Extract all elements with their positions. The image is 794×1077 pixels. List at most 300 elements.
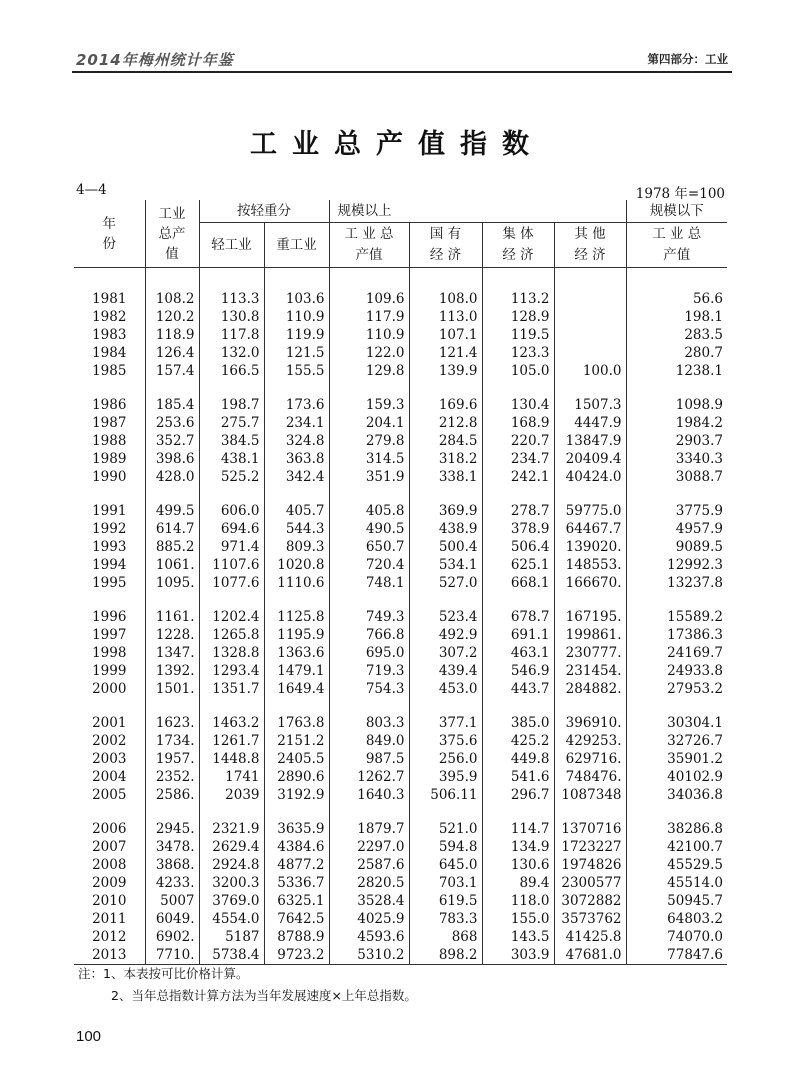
value-cell: 2586. <box>145 786 199 804</box>
value-cell: 703.1 <box>409 874 482 892</box>
value-cell: 169.6 <box>409 396 482 414</box>
value-cell: 342.4 <box>264 468 329 486</box>
value-cell: 198.7 <box>199 396 264 414</box>
value-cell: 338.1 <box>409 468 482 486</box>
value-cell: 6049. <box>145 910 199 928</box>
value-cell: 284882. <box>554 680 626 698</box>
value-cell: 199861. <box>554 626 626 644</box>
value-cell: 35901.2 <box>626 750 727 768</box>
year-cell: 1999 <box>92 663 127 679</box>
year-cell: 1984 <box>92 345 127 361</box>
value-cell: 120.2 <box>145 308 199 326</box>
value-cell: 1741 <box>199 768 264 786</box>
value-cell: 3478. <box>145 838 199 856</box>
year-cell: 2009 <box>92 875 127 891</box>
value-cell: 541.6 <box>482 768 554 786</box>
value-cell: 490.5 <box>329 520 409 538</box>
table-row <box>74 396 727 414</box>
value-cell: 395.9 <box>409 768 482 786</box>
value-cell: 1087348 <box>554 786 626 804</box>
value-cell: 606.0 <box>199 502 264 520</box>
col-above-total: 工 业 总产值 <box>329 223 409 268</box>
value-cell: 109.6 <box>329 290 409 308</box>
table-row <box>74 326 727 344</box>
value-cell: 525.2 <box>199 468 264 486</box>
value-cell: 2151.2 <box>264 732 329 750</box>
value-cell: 492.9 <box>409 626 482 644</box>
value-cell: 1448.8 <box>199 750 264 768</box>
year-cell: 2010 <box>92 893 127 909</box>
value-cell: 8788.9 <box>264 928 329 946</box>
value-cell: 7642.5 <box>264 910 329 928</box>
value-cell: 114.7 <box>482 820 554 838</box>
value-cell: 280.7 <box>626 344 727 362</box>
year-cell: 1987 <box>92 415 127 431</box>
value-cell: 4233. <box>145 874 199 892</box>
value-cell: 20409.4 <box>554 450 626 468</box>
value-cell: 1228. <box>145 626 199 644</box>
value-cell: 1347. <box>145 644 199 662</box>
year-cell: 2002 <box>92 733 127 749</box>
value-cell: 645.0 <box>409 856 482 874</box>
value-cell: 594.8 <box>409 838 482 856</box>
value-cell: 1501. <box>145 680 199 698</box>
value-cell: 50945.7 <box>626 892 727 910</box>
value-cell: 105.0 <box>482 362 554 380</box>
value-cell: 351.9 <box>329 468 409 486</box>
col-group-weight: 按轻重分 <box>199 200 329 223</box>
value-cell: 614.7 <box>145 520 199 538</box>
table-row <box>74 662 727 680</box>
year-cell: 1991 <box>92 503 127 519</box>
value-cell: 42100.7 <box>626 838 727 856</box>
value-cell: 1957. <box>145 750 199 768</box>
value-cell: 303.9 <box>482 946 554 965</box>
value-cell: 803.3 <box>329 714 409 732</box>
value-cell: 2820.5 <box>329 874 409 892</box>
value-cell: 438.9 <box>409 520 482 538</box>
table-row <box>74 856 727 874</box>
value-cell: 1195.9 <box>264 626 329 644</box>
year-cell: 1997 <box>92 627 127 643</box>
group-spacer <box>74 804 727 820</box>
table-row <box>74 928 727 946</box>
section-header: 第四部分：工业 <box>647 52 728 66</box>
value-cell: 279.8 <box>329 432 409 450</box>
value-cell: 139020. <box>554 538 626 556</box>
year-cell: 2001 <box>92 715 127 731</box>
value-cell: 119.5 <box>482 326 554 344</box>
value-cell: 220.7 <box>482 432 554 450</box>
group-spacer <box>74 268 727 291</box>
value-cell: 24933.8 <box>626 662 727 680</box>
group-spacer <box>74 592 727 608</box>
value-cell: 3340.3 <box>626 450 727 468</box>
year-cell: 1986 <box>92 397 127 413</box>
value-cell <box>554 344 626 362</box>
col-year: 年份 <box>102 215 116 252</box>
value-cell: 113.0 <box>409 308 482 326</box>
value-cell: 506.4 <box>482 538 554 556</box>
base-year-note: 1978 年=100 <box>635 186 725 202</box>
value-cell: 324.8 <box>264 432 329 450</box>
value-cell: 157.4 <box>145 362 199 380</box>
value-cell: 2587.6 <box>329 856 409 874</box>
value-cell: 32726.7 <box>626 732 727 750</box>
table-row <box>74 644 727 662</box>
group-spacer <box>74 380 727 396</box>
value-cell: 121.5 <box>264 344 329 362</box>
value-cell: 1098.9 <box>626 396 727 414</box>
value-cell: 1238.1 <box>626 362 727 380</box>
value-cell: 100.0 <box>554 362 626 380</box>
value-cell: 307.2 <box>409 644 482 662</box>
value-cell: 296.7 <box>482 786 554 804</box>
value-cell: 809.3 <box>264 538 329 556</box>
value-cell: 167195. <box>554 608 626 626</box>
value-cell: 24169.7 <box>626 644 727 662</box>
table-row <box>74 874 727 892</box>
value-cell: 130.8 <box>199 308 264 326</box>
table-row <box>74 290 727 308</box>
value-cell: 1370716 <box>554 820 626 838</box>
value-cell: 1623. <box>145 714 199 732</box>
value-cell: 748476. <box>554 768 626 786</box>
value-cell: 166.5 <box>199 362 264 380</box>
table-row <box>74 946 727 965</box>
value-cell: 5336.7 <box>264 874 329 892</box>
table-row <box>74 538 727 556</box>
note-2: 2、当年总指数计算方法为当年发展速度×上年总指数。 <box>111 988 417 1003</box>
value-cell: 1095. <box>145 574 199 592</box>
year-cell: 2008 <box>92 857 127 873</box>
value-cell: 117.9 <box>329 308 409 326</box>
value-cell: 625.1 <box>482 556 554 574</box>
value-cell: 242.1 <box>482 468 554 486</box>
value-cell: 3573762 <box>554 910 626 928</box>
table-row <box>74 468 727 486</box>
value-cell: 352.7 <box>145 432 199 450</box>
page-title: 工业总产值指数 <box>250 129 544 160</box>
value-cell: 1649.4 <box>264 680 329 698</box>
value-cell <box>554 290 626 308</box>
value-cell: 3072882 <box>554 892 626 910</box>
value-cell: 678.7 <box>482 608 554 626</box>
table-row <box>74 786 727 804</box>
value-cell: 4593.6 <box>329 928 409 946</box>
table-row <box>74 344 727 362</box>
year-cell: 2007 <box>92 839 127 855</box>
group-spacer <box>74 486 727 502</box>
value-cell: 2405.5 <box>264 750 329 768</box>
year-cell: 1998 <box>92 645 127 661</box>
value-cell: 1507.3 <box>554 396 626 414</box>
value-cell <box>554 326 626 344</box>
table-row <box>74 626 727 644</box>
value-cell: 668.1 <box>482 574 554 592</box>
value-cell: 45514.0 <box>626 874 727 892</box>
value-cell: 1077.6 <box>199 574 264 592</box>
value-cell: 13237.8 <box>626 574 727 592</box>
year-cell: 1981 <box>92 291 127 307</box>
value-cell <box>554 308 626 326</box>
value-cell: 1202.4 <box>199 608 264 626</box>
value-cell: 6325.1 <box>264 892 329 910</box>
value-cell: 198.1 <box>626 308 727 326</box>
value-cell: 130.4 <box>482 396 554 414</box>
value-cell: 1984.2 <box>626 414 727 432</box>
value-cell: 868 <box>409 928 482 946</box>
value-cell: 1392. <box>145 662 199 680</box>
value-cell: 523.4 <box>409 608 482 626</box>
value-cell: 173.6 <box>264 396 329 414</box>
value-cell: 405.7 <box>264 502 329 520</box>
value-cell: 384.5 <box>199 432 264 450</box>
value-cell: 2629.4 <box>199 838 264 856</box>
value-cell: 619.5 <box>409 892 482 910</box>
table-row <box>74 910 727 928</box>
value-cell: 1161. <box>145 608 199 626</box>
col-total: 工业总产值 <box>145 200 199 268</box>
value-cell: 499.5 <box>145 502 199 520</box>
table-row <box>74 750 727 768</box>
table-row <box>74 362 727 380</box>
value-cell: 108.2 <box>145 290 199 308</box>
value-cell: 1262.7 <box>329 768 409 786</box>
value-cell: 375.6 <box>409 732 482 750</box>
value-cell: 898.2 <box>409 946 482 965</box>
value-cell: 130.6 <box>482 856 554 874</box>
value-cell: 113.3 <box>199 290 264 308</box>
index-table <box>74 200 727 965</box>
value-cell: 204.1 <box>329 414 409 432</box>
value-cell: 694.6 <box>199 520 264 538</box>
value-cell: 4877.2 <box>264 856 329 874</box>
year-cell: 1996 <box>92 609 127 625</box>
value-cell: 15589.2 <box>626 608 727 626</box>
value-cell: 234.1 <box>264 414 329 432</box>
value-cell: 749.3 <box>329 608 409 626</box>
value-cell: 1125.8 <box>264 608 329 626</box>
year-cell: 2013 <box>74 946 145 965</box>
value-cell: 1640.3 <box>329 786 409 804</box>
table-row <box>74 502 727 520</box>
value-cell: 2945. <box>145 820 199 838</box>
value-cell: 1974826 <box>554 856 626 874</box>
table-row <box>74 608 727 626</box>
table-notes <box>78 963 417 1007</box>
col-other: 其 他 经 济 <box>554 223 626 268</box>
value-cell: 1061. <box>145 556 199 574</box>
value-cell: 3528.4 <box>329 892 409 910</box>
value-cell: 2890.6 <box>264 768 329 786</box>
table-row <box>74 768 727 786</box>
value-cell: 971.4 <box>199 538 264 556</box>
value-cell: 1261.7 <box>199 732 264 750</box>
value-cell: 396910. <box>554 714 626 732</box>
table-row <box>74 308 727 326</box>
table-row <box>74 414 727 432</box>
value-cell: 143.5 <box>482 928 554 946</box>
value-cell: 38286.8 <box>626 820 727 838</box>
value-cell: 378.9 <box>482 520 554 538</box>
value-cell: 9089.5 <box>626 538 727 556</box>
year-cell: 1985 <box>92 363 127 379</box>
value-cell: 527.0 <box>409 574 482 592</box>
value-cell: 987.5 <box>329 750 409 768</box>
value-cell: 1763.8 <box>264 714 329 732</box>
value-cell: 3868. <box>145 856 199 874</box>
value-cell: 117.8 <box>199 326 264 344</box>
table-row <box>74 820 727 838</box>
value-cell: 5007 <box>145 892 199 910</box>
col-group-above-scale: 规模以上 <box>329 200 626 223</box>
value-cell: 7710. <box>145 946 199 965</box>
col-heavy: 重工业 <box>264 223 329 268</box>
table-row <box>74 732 727 750</box>
value-cell: 428.0 <box>145 468 199 486</box>
year-cell: 1989 <box>92 451 127 467</box>
value-cell: 155.5 <box>264 362 329 380</box>
value-cell: 132.0 <box>199 344 264 362</box>
year-cell: 1992 <box>92 521 127 537</box>
value-cell: 231454. <box>554 662 626 680</box>
value-cell: 1020.8 <box>264 556 329 574</box>
value-cell: 2924.8 <box>199 856 264 874</box>
year-cell: 1988 <box>92 433 127 449</box>
value-cell: 443.7 <box>482 680 554 698</box>
value-cell: 34036.8 <box>626 786 727 804</box>
table-row <box>74 556 727 574</box>
value-cell: 9723.2 <box>264 946 329 965</box>
value-cell: 2903.7 <box>626 432 727 450</box>
value-cell: 1879.7 <box>329 820 409 838</box>
value-cell: 1110.6 <box>264 574 329 592</box>
value-cell: 534.1 <box>409 556 482 574</box>
value-cell: 546.9 <box>482 662 554 680</box>
value-cell: 1107.6 <box>199 556 264 574</box>
value-cell: 650.7 <box>329 538 409 556</box>
value-cell: 47681.0 <box>554 946 626 965</box>
table-row <box>74 520 727 538</box>
value-cell: 453.0 <box>409 680 482 698</box>
group-spacer <box>74 698 727 714</box>
table-row <box>74 680 727 698</box>
value-cell: 283.5 <box>626 326 727 344</box>
value-cell: 885.2 <box>145 538 199 556</box>
value-cell: 59775.0 <box>554 502 626 520</box>
value-cell: 1734. <box>145 732 199 750</box>
yearbook-header: 2014年梅州统计年鉴 <box>76 51 234 69</box>
value-cell: 1328.8 <box>199 644 264 662</box>
value-cell: 113.2 <box>482 290 554 308</box>
value-cell: 521.0 <box>409 820 482 838</box>
value-cell: 56.6 <box>626 290 727 308</box>
value-cell: 126.4 <box>145 344 199 362</box>
value-cell: 691.1 <box>482 626 554 644</box>
value-cell: 783.3 <box>409 910 482 928</box>
value-cell: 118.9 <box>145 326 199 344</box>
value-cell: 121.4 <box>409 344 482 362</box>
value-cell: 185.4 <box>145 396 199 414</box>
value-cell: 45529.5 <box>626 856 727 874</box>
value-cell: 256.0 <box>409 750 482 768</box>
year-cell: 2004 <box>92 769 127 785</box>
value-cell: 439.4 <box>409 662 482 680</box>
value-cell: 40424.0 <box>554 468 626 486</box>
value-cell: 318.2 <box>409 450 482 468</box>
value-cell: 148553. <box>554 556 626 574</box>
value-cell: 27953.2 <box>626 680 727 698</box>
value-cell: 17386.3 <box>626 626 727 644</box>
value-cell: 108.0 <box>409 290 482 308</box>
value-cell: 5187 <box>199 928 264 946</box>
value-cell: 2039 <box>199 786 264 804</box>
value-cell: 369.9 <box>409 502 482 520</box>
value-cell: 506.11 <box>409 786 482 804</box>
value-cell: 168.9 <box>482 414 554 432</box>
value-cell: 155.0 <box>482 910 554 928</box>
value-cell: 754.3 <box>329 680 409 698</box>
value-cell: 3200.3 <box>199 874 264 892</box>
year-cell: 1982 <box>92 309 127 325</box>
value-cell: 234.7 <box>482 450 554 468</box>
col-collective: 集 体 经 济 <box>482 223 554 268</box>
value-cell: 134.9 <box>482 838 554 856</box>
table-row <box>74 450 727 468</box>
value-cell: 77847.6 <box>626 946 727 965</box>
year-cell: 2003 <box>92 751 127 767</box>
value-cell: 2321.9 <box>199 820 264 838</box>
value-cell: 1363.6 <box>264 644 329 662</box>
value-cell: 1265.8 <box>199 626 264 644</box>
value-cell: 425.2 <box>482 732 554 750</box>
value-cell: 5738.4 <box>199 946 264 965</box>
table-row <box>74 892 727 910</box>
value-cell: 5310.2 <box>329 946 409 965</box>
value-cell: 212.8 <box>409 414 482 432</box>
year-cell: 1983 <box>92 327 127 343</box>
value-cell: 720.4 <box>329 556 409 574</box>
value-cell: 3775.9 <box>626 502 727 520</box>
value-cell: 128.9 <box>482 308 554 326</box>
value-cell: 41425.8 <box>554 928 626 946</box>
value-cell: 103.6 <box>264 290 329 308</box>
col-light: 轻工业 <box>199 223 264 268</box>
value-cell: 1479.1 <box>264 662 329 680</box>
value-cell: 64803.2 <box>626 910 727 928</box>
value-cell: 1723227 <box>554 838 626 856</box>
value-cell: 4957.9 <box>626 520 727 538</box>
year-cell: 1993 <box>92 539 127 555</box>
value-cell: 30304.1 <box>626 714 727 732</box>
value-cell: 284.5 <box>409 432 482 450</box>
value-cell: 123.3 <box>482 344 554 362</box>
value-cell: 230777. <box>554 644 626 662</box>
year-cell: 1995 <box>92 575 127 591</box>
value-cell: 377.1 <box>409 714 482 732</box>
value-cell: 4384.6 <box>264 838 329 856</box>
value-cell: 278.7 <box>482 502 554 520</box>
value-cell: 3769.0 <box>199 892 264 910</box>
value-cell: 12992.3 <box>626 556 727 574</box>
value-cell: 119.9 <box>264 326 329 344</box>
value-cell: 110.9 <box>264 308 329 326</box>
value-cell: 719.3 <box>329 662 409 680</box>
value-cell: 3635.9 <box>264 820 329 838</box>
col-state-owned: 国 有 经 济 <box>409 223 482 268</box>
value-cell: 74070.0 <box>626 928 727 946</box>
